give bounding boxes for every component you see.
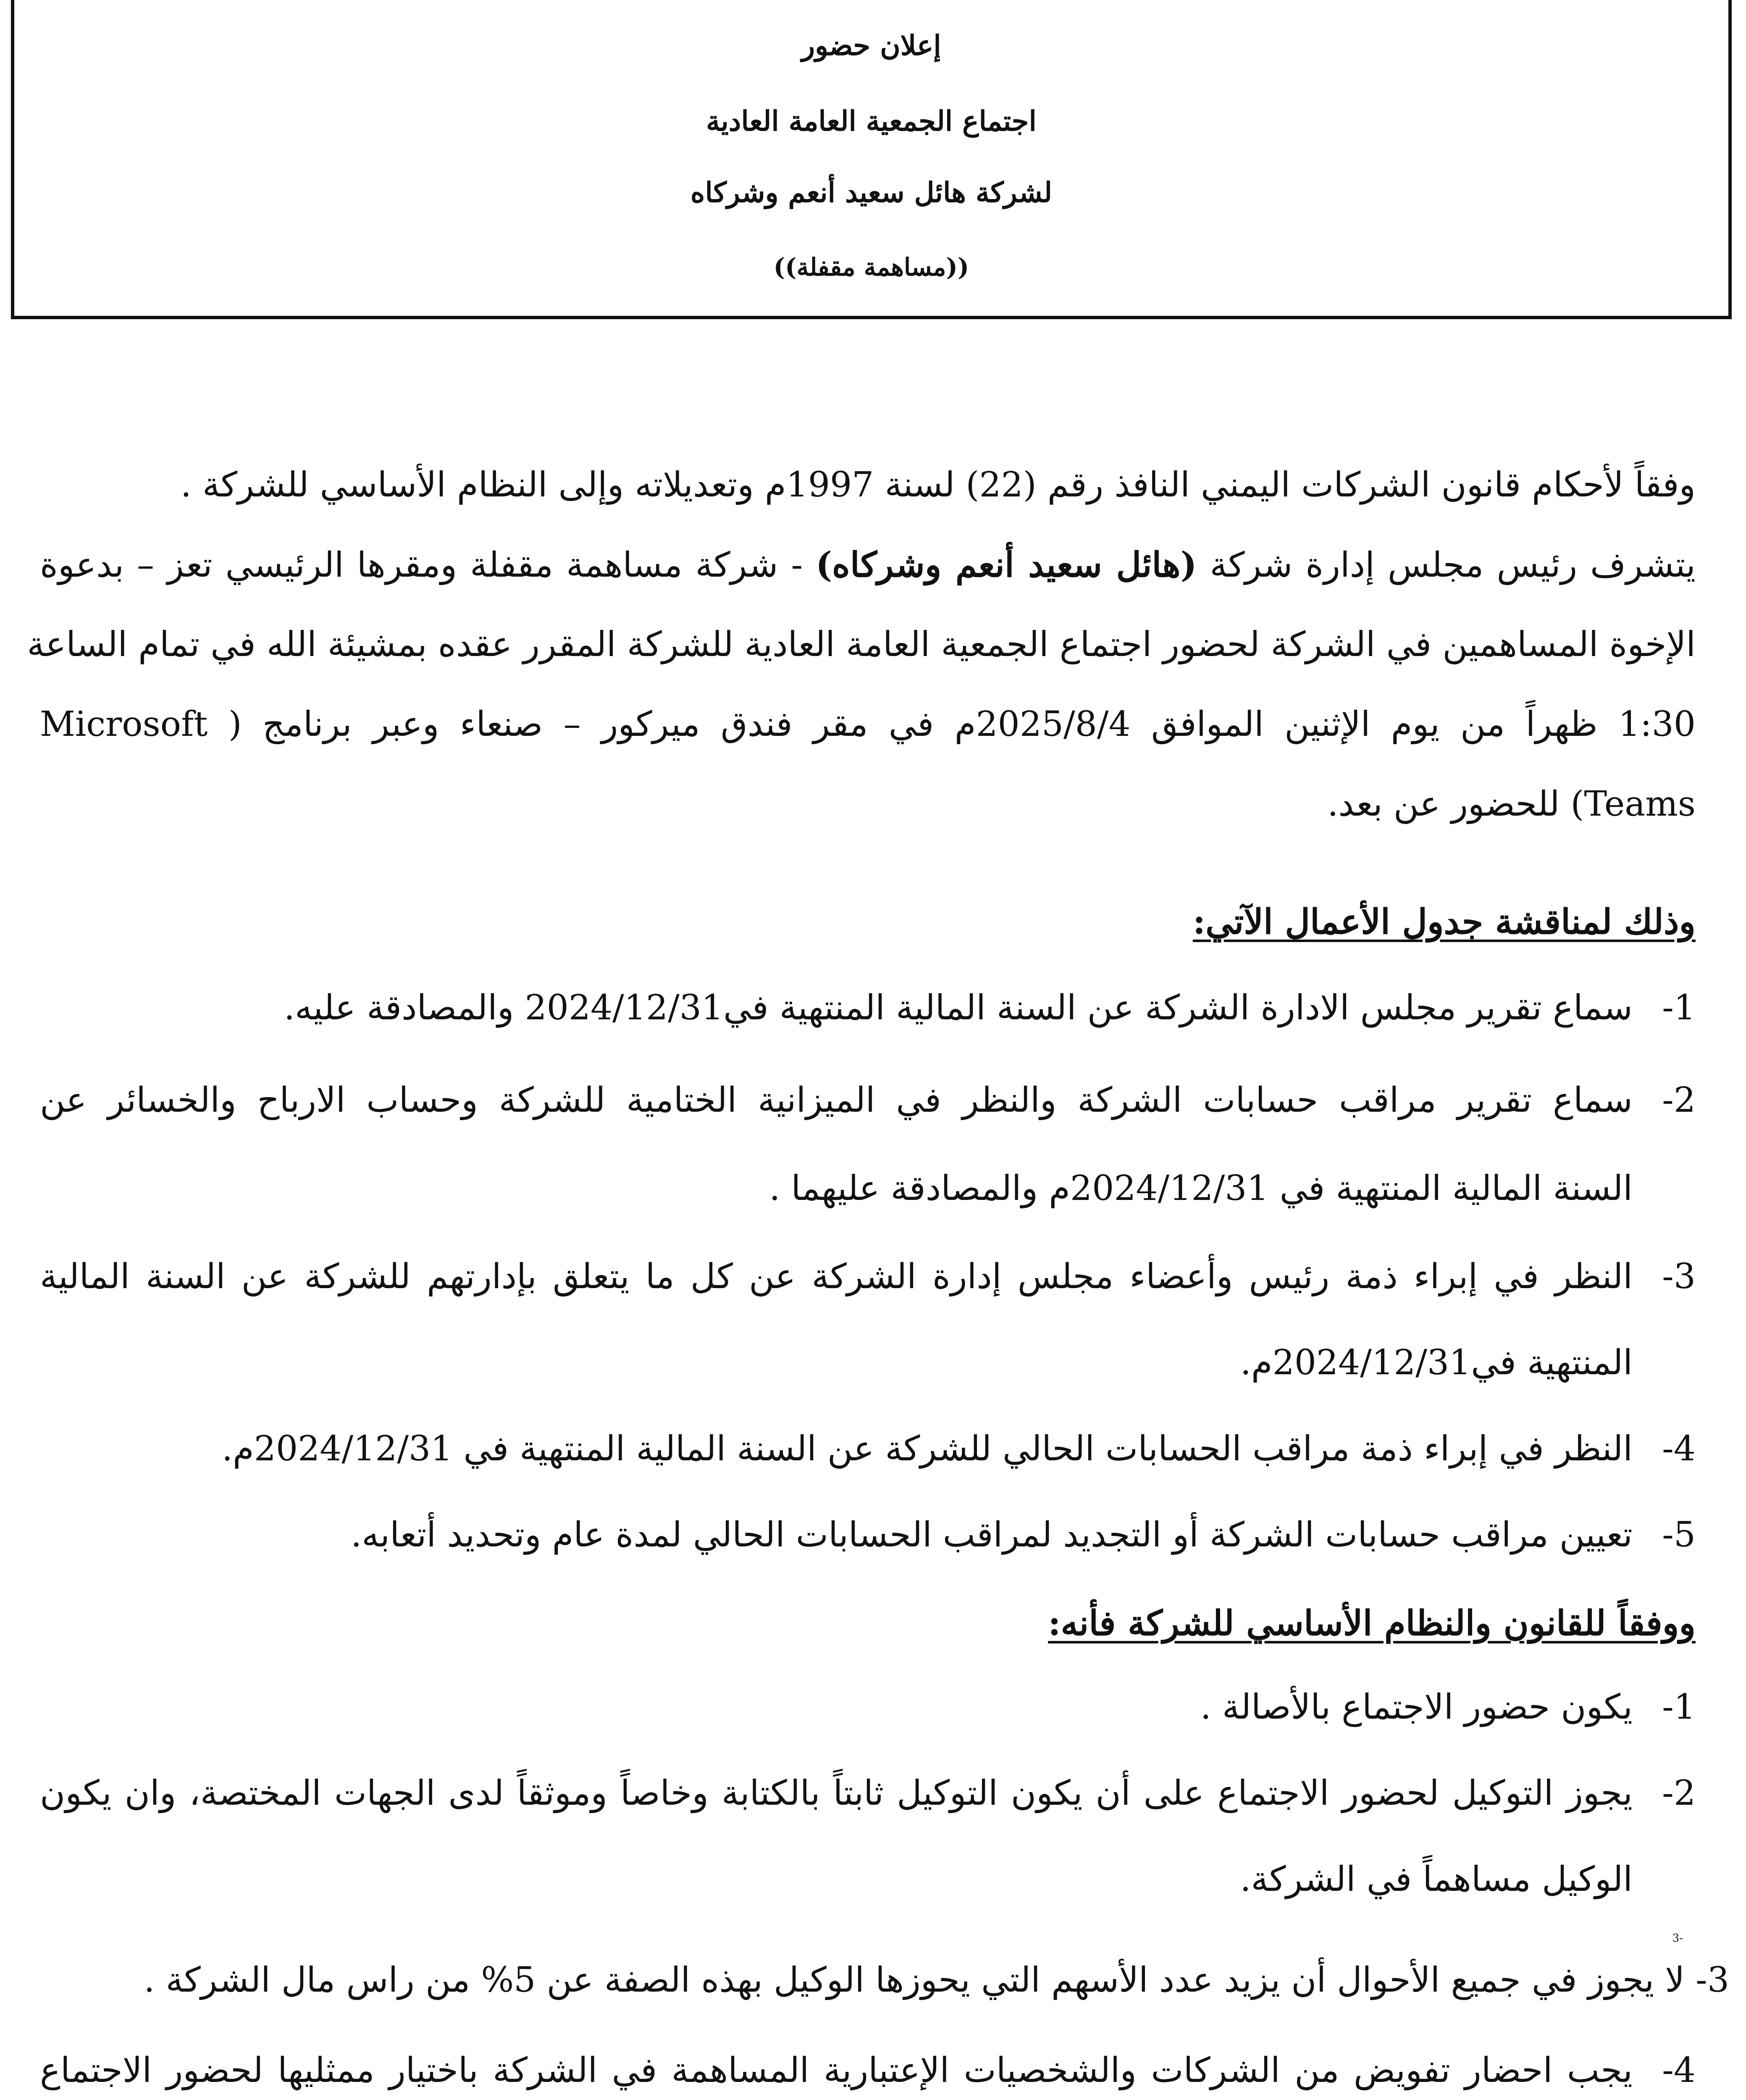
rule-item-4 (40, 2048, 1696, 2094)
rule-item-1 (40, 1684, 1696, 1730)
rule-item-number: 1- (1662, 1687, 1696, 1727)
agenda-item-1 (40, 985, 1696, 1031)
rule-item-2-cont: الوكيل مساهماً في الشركة. (1240, 1859, 1633, 1899)
rule-item-text: يجب احضار تفويض من الشركات والشخصيات الإعتبارية المساهمة في الشركة باختيار ممثليها لحضور الاجتماع (40, 2050, 1633, 2090)
agenda-item-2-cont: السنة المالية المنتهية في 2024/12/31م والمصادقة عليهما . (769, 1168, 1633, 1208)
header-company: لشركة هائل سعيد أنعم وشركاه (690, 176, 1053, 209)
header-title: إعلان حضور (801, 29, 941, 62)
agenda-item-2 (40, 1077, 1696, 1124)
rule-item-number: 3- (1696, 1960, 1729, 2000)
intro-text: يتشرف رئيس مجلس إدارة شركة (1197, 545, 1696, 585)
intro-paragraph-2-line-4: Teams) للحضور عن بعد. (1327, 784, 1696, 824)
agenda-item-3-cont: المنتهية في2024/12/31م. (1240, 1343, 1633, 1383)
agenda-item-4 (40, 1426, 1696, 1472)
agenda-item-number: 4- (1662, 1429, 1696, 1469)
agenda-heading: وذلك لمناقشة جدول الأعمال الآتي: (1192, 902, 1696, 942)
header-box (11, 0, 1732, 319)
rule-item-number: 2- (1662, 1773, 1696, 1813)
rules-heading: ووفقاً للقانون والنظام الأساسي للشركة فأنه: (1048, 1603, 1696, 1643)
intro-text: - شركة مساهمة مقفلة ومقرها الرئيسي تعز – بدعوة (40, 545, 816, 585)
margin-mark: -3 (1672, 1932, 1683, 1945)
agenda-item-text: النظر في إبراء ذمة مراقب الحسابات الحالي للشركة عن السنة المالية المنتهية في 2024/12/31م. (221, 1429, 1633, 1469)
rule-item-text: لا يجوز في جميع الأحوال أن يزيد عدد الأسهم التي يحوزها الوكيل بهذه الصفة عن 5% من راس مال الشركة . (144, 1960, 1685, 2000)
agenda-item-number: 5- (1662, 1515, 1696, 1555)
agenda-item-number: 1- (1662, 988, 1696, 1028)
intro-paragraph-1: وفقاً لأحكام قانون الشركات اليمني النافذ رقم (22) لسنة 1997م وتعديلاته وإلى النظام الأساسي للشركة . (180, 465, 1696, 505)
agenda-item-number: 3- (1662, 1257, 1696, 1297)
intro-paragraph-2-line-3: 1:30 ظهراً من يوم الإثنين الموافق 2025/8/4م في مقر فندق ميركور – صنعاء وعبر برنامج ( Microsoft (40, 704, 1696, 744)
agenda-item-text: تعيين مراقب حسابات الشركة أو التجديد لمراقب الحسابات الحالي لمدة عام وتحديد أتعابه. (351, 1515, 1633, 1555)
agenda-item-text: النظر في إبراء ذمة رئيس وأعضاء مجلس إدارة الشركة عن كل ما يتعلق بإدارتهم للشركة عن السنة المالية (40, 1257, 1633, 1297)
agenda-item-text: سماع تقرير مراقب حسابات الشركة والنظر في الميزانية الختامية للشركة وحساب الارباح والخسائر عن (40, 1080, 1633, 1120)
agenda-item-3 (40, 1254, 1696, 1300)
rule-item-text: يجوز التوكيل لحضور الاجتماع على أن يكون التوكيل ثابتاً بالكتابة وخاصاً وموثقاً لدى الجهات المختصة، وان يكون (40, 1773, 1633, 1813)
rule-item-number: 4- (1662, 2050, 1696, 2090)
intro-paragraph-2-line-2: الإخوة المساهمين في الشركة لحضور اجتماع الجمعية العامة العادية للشركة المقرر عقده بمشيئة الله في تمام الساعة (27, 625, 1696, 664)
company-name-bold: (هائل سعيد أنعم وشركاه) (816, 545, 1197, 585)
header-company-type: ((مساهمة مقفلة)) (773, 253, 969, 281)
agenda-item-number: 2- (1662, 1080, 1696, 1120)
rule-item-2 (40, 1770, 1696, 1816)
agenda-item-text: سماع تقرير مجلس الادارة الشركة عن السنة المالية المنتهية في2024/12/31 والمصادقة عليه. (284, 988, 1633, 1028)
rule-item-text: يكون حضور الاجتماع بالأصالة . (1200, 1687, 1633, 1727)
intro-paragraph-2-line-1 (40, 542, 1696, 588)
header-meeting: اجتماع الجمعية العامة العادية (706, 105, 1037, 137)
rule-item-3 (40, 1957, 1729, 2003)
agenda-item-5 (40, 1512, 1696, 1558)
